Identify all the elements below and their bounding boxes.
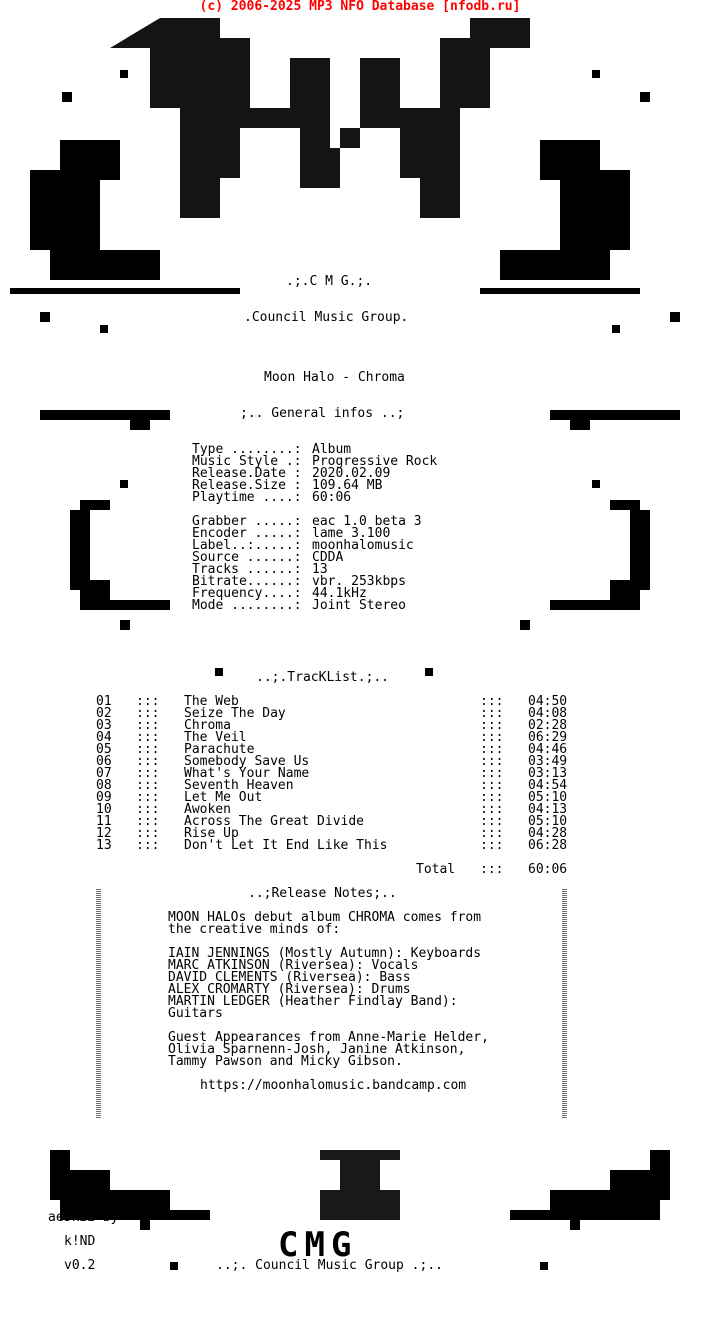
track-separator: ::: xyxy=(136,694,160,709)
info-value: 60:06 xyxy=(312,490,352,505)
tech-value: eac 1.0 beta 3 xyxy=(312,514,422,529)
crown-ornament xyxy=(320,1150,400,1220)
total-time: 60:06 xyxy=(528,862,568,877)
tech-label: Mode ........: xyxy=(192,598,302,613)
track-separator: ::: xyxy=(136,766,160,781)
track-time: 03:13 xyxy=(528,766,568,781)
tech-value: 44.1kHz xyxy=(312,586,367,601)
track-separator: ::: xyxy=(480,790,504,805)
track-time: 04:46 xyxy=(528,742,568,757)
copyright-banner: (c) 2006-2025 MP3 NFO Database [nfodb.ru] xyxy=(199,0,521,14)
right-swoop-lower xyxy=(550,500,650,610)
tech-label: Source ......: xyxy=(192,550,302,565)
track-time: 05:10 xyxy=(528,790,568,805)
tech-value: Joint Stereo xyxy=(312,598,406,613)
cmg-logo: CMG xyxy=(278,1225,358,1265)
info-value: Album xyxy=(312,442,352,457)
track-separator: ::: xyxy=(480,766,504,781)
track-title: What's Your Name xyxy=(184,766,310,781)
track-row xyxy=(0,840,720,852)
tech-label: Bitrate......: xyxy=(192,574,302,589)
track-separator: ::: xyxy=(136,826,160,841)
track-number: 06 xyxy=(96,754,112,769)
info-value: 2020.02.09 xyxy=(312,466,391,481)
total-separator: ::: xyxy=(480,862,504,877)
track-separator: ::: xyxy=(480,826,504,841)
track-separator: ::: xyxy=(136,802,160,817)
tracklist-header: ..;.TracKList.;.. xyxy=(256,670,390,685)
tech-row xyxy=(192,600,492,612)
group-name: .Council Music Group. xyxy=(244,310,409,325)
track-title: Awoken xyxy=(184,802,231,817)
tech-value: moonhalomusic xyxy=(312,538,414,553)
track-separator: ::: xyxy=(136,838,160,853)
track-number: 01 xyxy=(96,694,112,709)
notes-left-rule xyxy=(96,888,101,1118)
track-separator: ::: xyxy=(136,814,160,829)
bandcamp-url[interactable]: https://moonhalomusic.bandcamp.com xyxy=(200,1078,467,1093)
notes-line: ALEX CROMARTY (Riversea): Drums xyxy=(168,982,411,997)
track-number: 08 xyxy=(96,778,112,793)
right-wing xyxy=(500,140,630,280)
notes-line: MARC ATKINSON (Riversea): Vocals xyxy=(168,958,419,973)
notes-line: Guest Appearances from Anne-Marie Helder, xyxy=(168,1030,489,1045)
notes-line: the creative minds of: xyxy=(168,922,341,937)
track-number: 13 xyxy=(96,838,112,853)
track-number: 10 xyxy=(96,802,112,817)
tech-label: Frequency....: xyxy=(192,586,302,601)
release-title: Moon Halo - Chroma xyxy=(264,370,405,385)
track-title: Don't Let It End Like This xyxy=(184,838,388,853)
info-label: Release.Size : xyxy=(192,478,302,493)
bottom-right-hook xyxy=(510,1150,670,1220)
track-title: Rise Up xyxy=(184,826,239,841)
track-title: The Web xyxy=(184,694,239,709)
track-time: 06:29 xyxy=(528,730,568,745)
track-time: 05:10 xyxy=(528,814,568,829)
tech-value: 13 xyxy=(312,562,328,577)
credit-line-2: k!ND xyxy=(64,1234,96,1249)
track-title: Somebody Save Us xyxy=(184,754,310,769)
notes-line: DAVID CLEMENTS (Riversea): Bass xyxy=(168,970,411,985)
tech-label: Grabber .....: xyxy=(192,514,302,529)
track-separator: ::: xyxy=(480,802,504,817)
credit-line-3: v0.2 xyxy=(64,1258,96,1273)
track-time: 04:28 xyxy=(528,826,568,841)
notes-line: Olivia Sparnenn-Josh, Janine Atkinson, xyxy=(168,1042,466,1057)
track-separator: ::: xyxy=(480,718,504,733)
track-title: Across The Great Divide xyxy=(184,814,365,829)
track-separator: ::: xyxy=(136,742,160,757)
tech-label: Encoder .....: xyxy=(192,526,302,541)
track-separator: ::: xyxy=(136,718,160,733)
info-label: Music Style .: xyxy=(192,454,302,469)
track-title: Seventh Heaven xyxy=(184,778,294,793)
track-time: 03:49 xyxy=(528,754,568,769)
left-wing xyxy=(30,140,160,280)
track-title: Parachute xyxy=(184,742,255,757)
track-time: 04:54 xyxy=(528,778,568,793)
info-label: Playtime ....: xyxy=(192,490,302,505)
track-separator: ::: xyxy=(480,694,504,709)
track-number: 03 xyxy=(96,718,112,733)
notes-line: IAIN JENNINGS (Mostly Autumn): Keyboards xyxy=(168,946,482,961)
track-separator: ::: xyxy=(480,838,504,853)
info-row xyxy=(192,492,492,504)
tech-label: Label..:.....: xyxy=(192,538,302,553)
track-title: Chroma xyxy=(184,718,231,733)
track-number: 12 xyxy=(96,826,112,841)
group-tag: .;.C M G.;. xyxy=(286,274,373,289)
general-infos-header: ;.. General infos ..; xyxy=(240,406,405,421)
track-separator: ::: xyxy=(480,706,504,721)
credit-line-1: aeskii by xyxy=(48,1210,119,1225)
tech-value: vbr. 253kbps xyxy=(312,574,406,589)
track-separator: ::: xyxy=(480,742,504,757)
notes-line: MOON HALOs debut album CHROMA comes from xyxy=(168,910,482,925)
track-separator: ::: xyxy=(480,730,504,745)
track-number: 05 xyxy=(96,742,112,757)
track-separator: ::: xyxy=(480,814,504,829)
track-time: 04:50 xyxy=(528,694,568,709)
track-number: 04 xyxy=(96,730,112,745)
top-right-bar xyxy=(480,288,640,294)
track-title: The Veil xyxy=(184,730,247,745)
track-number: 11 xyxy=(96,814,112,829)
track-separator: ::: xyxy=(136,790,160,805)
notes-line: MARTIN LEDGER (Heather Findlay Band): xyxy=(168,994,458,1009)
footer-group-name: ..;. Council Music Group .;.. xyxy=(216,1258,443,1273)
release-notes-header: ..;Release Notes;.. xyxy=(248,886,397,901)
track-title: Let Me Out xyxy=(184,790,263,805)
info-value: Progressive Rock xyxy=(312,454,438,469)
track-time: 04:08 xyxy=(528,706,568,721)
track-number: 02 xyxy=(96,706,112,721)
track-separator: ::: xyxy=(136,778,160,793)
notes-line: Tammy Pawson and Micky Gibson. xyxy=(168,1054,403,1069)
tech-label: Tracks ......: xyxy=(192,562,302,577)
info-label: Type ........: xyxy=(192,442,302,457)
left-swoop-upper xyxy=(40,410,170,430)
track-separator: ::: xyxy=(480,778,504,793)
tech-value: lame 3.100 xyxy=(312,526,391,541)
track-separator: ::: xyxy=(480,754,504,769)
left-swoop-lower xyxy=(70,500,170,610)
track-title: Seize The Day xyxy=(184,706,286,721)
track-number: 07 xyxy=(96,766,112,781)
total-label: Total xyxy=(416,862,456,877)
tech-value: CDDA xyxy=(312,550,344,565)
info-label: Release.Date : xyxy=(192,466,302,481)
notes-line: Guitars xyxy=(168,1006,223,1021)
track-separator: ::: xyxy=(136,754,160,769)
track-time: 06:28 xyxy=(528,838,568,853)
track-time: 02:28 xyxy=(528,718,568,733)
track-time: 04:13 xyxy=(528,802,568,817)
track-number: 09 xyxy=(96,790,112,805)
top-left-bar xyxy=(10,288,240,294)
track-separator: ::: xyxy=(136,706,160,721)
track-separator: ::: xyxy=(136,730,160,745)
info-value: 109.64 MB xyxy=(312,478,383,493)
top-monogram-shape xyxy=(110,18,530,218)
right-swoop-upper xyxy=(550,410,680,430)
